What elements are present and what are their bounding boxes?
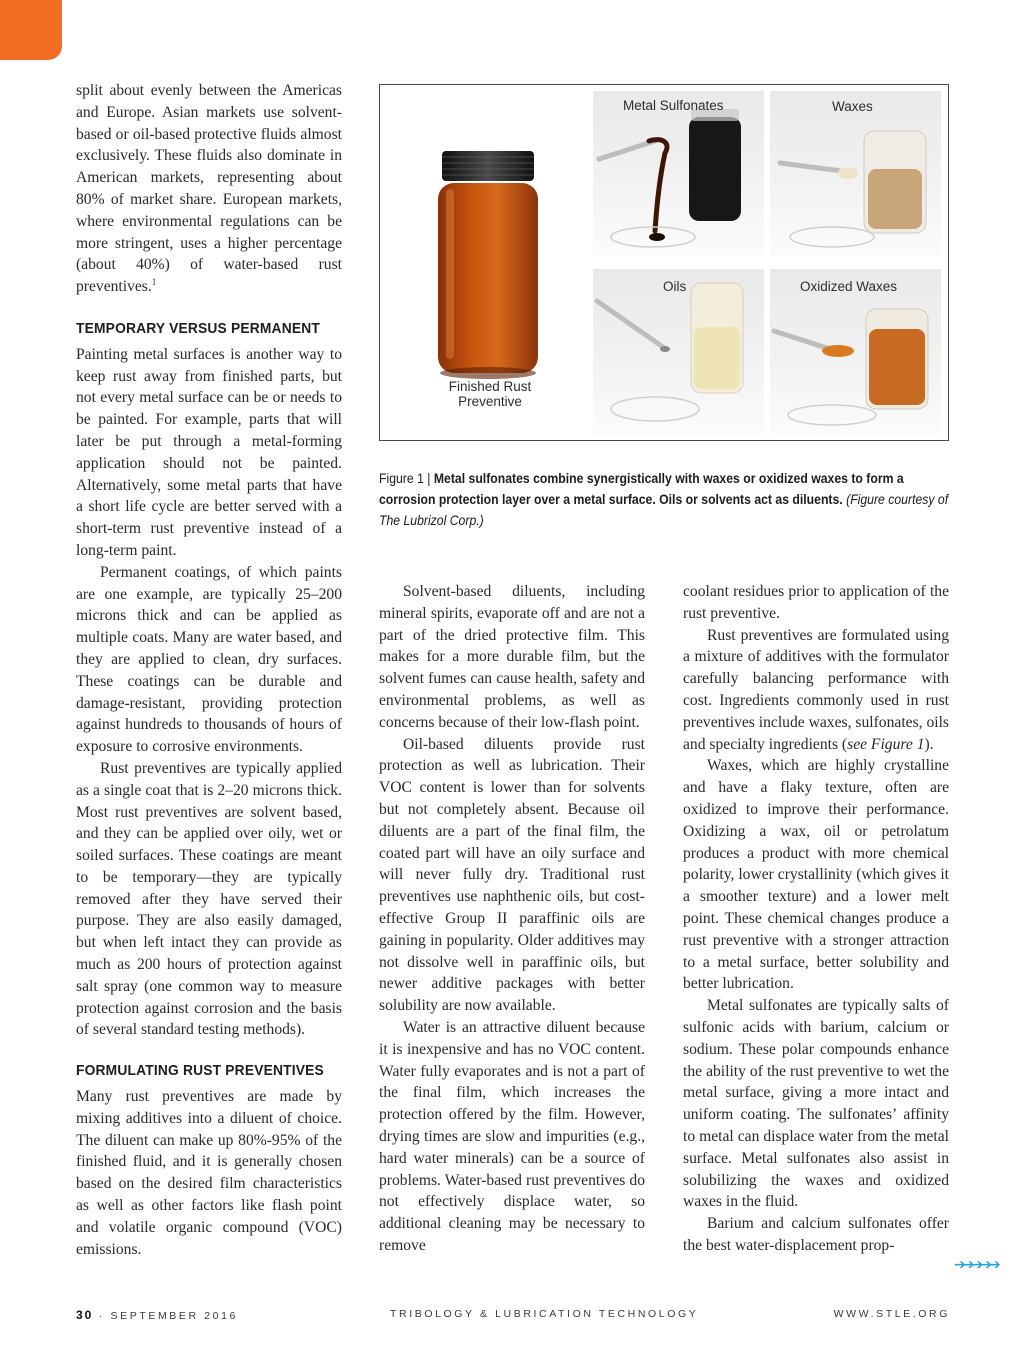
label-oxidized-waxes: Oxidized Waxes [800, 279, 898, 294]
paragraph: Rust preventives are typically applied as a single coat that is 2–20 microns thick. Most rust preventives are solvent based, and they can be applied over oily, wet or soiled surfaces. These coatings are meant to be temporary—they are typically removed after they have served their purpose. They are also easily damaged, but when left intact they can provide as much as 200 hours of protection against salt spray (one common way to measure protection against corrosion and the basis of several standard testing methods). [76, 759, 342, 1039]
paragraph: Metal sulfonates are typically salts of sulfonic acids with barium, calcium or sodium. These polar compounds enhance the ability of the rust preventive to wet the metal surface, giving a more intact and uniform coating. The sulfonates’ affinity to metal can displace water from the metal surface. Metal sulfonates also assist in solubilizing the waxes and oxidized waxes in the fluid. [683, 997, 949, 1211]
column-2 [379, 581, 645, 1257]
paragraph: coolant residues prior to application of the rust preventive. [683, 583, 949, 622]
caption-text: Metal sulfonates combine synergistically with waxes or oxidized waxes to form a corrosion protection layer over a metal surface. Oils or solvents act as diluents. [379, 471, 904, 507]
footnote-ref: 1 [151, 276, 157, 287]
panel-metal-sulfonates [593, 91, 764, 256]
paragraph: Painting metal surfaces is another way to keep rust away from finished parts, but not every metal surface can be or needs to be painted. For example, parts that will later be put through a metal-forming application should not be painted. Alternatively, some metal parts that have a short life cycle are better served with a short-term rust preventive instead of a long-term paint. [76, 345, 342, 559]
label-finished-rust-preventive: Finished Rust Preventive [448, 379, 532, 409]
column-3 [683, 581, 949, 1257]
section-heading: TEMPORARY VERSUS PERMANENT [76, 319, 321, 337]
waxes-illustration [770, 91, 941, 256]
paragraph: Waxes, which are highly crystalline and have a flaky texture, often are oxidized to improve their performance. Oxidizing a wax, oil or petrolatum produces a product with more chemical polarity, lower crystallinity (which gives it a smoother texture) and a lower melt point. These chemical changes produce a rust preventive with a stronger attraction to a metal surface, better solubility and better lubrication. [683, 757, 949, 993]
footer-page-info: 30 · SEPTEMBER 2016 [76, 1308, 238, 1322]
paragraph: Barium and calcium sulfonates offer the best water-displacement prop- [683, 1215, 949, 1254]
caption-credit: (Figure courtesy of The Lubrizol Corp.) [379, 492, 949, 528]
finished-rust-preventive-jar [432, 149, 544, 389]
paragraph: Oil-based diluents provide rust protection as well as lubrication. Their VOC content is lower than for solvents but not completely absent. Because oil diluents are a part of the final film, the coated part will have an oily surface and will never fully dry. Traditional rust preventives use naphthenic oils, but cost-effective Group II paraffinic oils are gaining in popularity. Older additives may not dissolve well in paraffinic oils, but newer additive packages with better solubility are now available. [379, 735, 645, 1015]
page-number: 30 [76, 1308, 94, 1322]
label-waxes: Waxes [832, 99, 873, 114]
label-oils: Oils [663, 279, 687, 294]
label-metal-sulfonates: Metal Sulfonates [623, 98, 724, 113]
panel-oxidized-waxes [770, 269, 941, 434]
paragraph: split about evenly between the Americas and Europe. Asian markets use solvent-based or oil-based protective fluids almost exclusively. These fluids also dominate in American markets, representing about 80% of market share. European markets, where environmental regulations can be more stringent, uses a higher percentage (about 40%) of water-based rust preventives.$^1$ [76, 82, 342, 296]
issue-date: SEPTEMBER 2016 [110, 1310, 238, 1322]
website-link[interactable]: WWW.STLE.ORG [833, 1308, 950, 1320]
continue-arrows-icon: ➔➔➔➔➔ [954, 1257, 998, 1273]
column-1 [76, 80, 342, 1260]
paragraph: Rust preventives are formulated using a mixture of additives with the formulator carefully balancing performance with cost. Ingredients commonly used in rust preventives include waxes, sulfonates, oils and specialty ingredients (see Figure 1). [683, 626, 949, 753]
section-heading: FORMULATING RUST PREVENTIVES [76, 1062, 324, 1080]
paragraph: Many rust preventives are made by mixing additives into a diluent of choice. The diluent can make up 80%-95% of the finished fluid, and it is generally chosen based on the desired film characteristics as well as other factors like flash point and volatile organic compound (VOC) emissions. [76, 1088, 342, 1258]
publication-name: TRIBOLOGY & LUBRICATION TECHNOLOGY [390, 1308, 699, 1320]
figure-1 [379, 84, 949, 441]
figure-reference: see Figure 1 [847, 735, 925, 753]
panel-oils [593, 269, 764, 434]
paragraph: Permanent coatings, of which paints are one example, are typically 25–200 microns thick and can be applied as multiple coats. Many are water based, and they are applied to clean, dry surfaces. These coatings can be durable and damage-resistant, providing protection against hundreds to thousands of hours of exposure to corrosive environments. [76, 563, 342, 756]
metal-sulfonates-illustration [593, 91, 764, 256]
panel-waxes [770, 91, 941, 256]
paragraph: Solvent-based diluents, including mineral spirits, evaporate off and are not a part of the dried protective film. This makes for a more durable film, but the solvent fumes can cause health, safety and environmental problems, as well as concerns because of their low-flash point. [379, 583, 645, 731]
figure-caption: Figure 1 | Metal sulfonates combine synergistically with waxes or oxidized waxes to form a corrosion protection layer over a metal surface. Oils or solvents act as diluents. (Figure courtesy of The Lubrizol Corp.) [379, 471, 949, 528]
section-tab [0, 0, 62, 60]
paragraph: Water is an attractive diluent because it is inexpensive and has no VOC content. Water fully evaporates and is not a part of the final film, which increases the protection offered by the film. However, drying times are slow and impurities (e.g., hard water minerals) can be a source of problems. Water-based rust preventives do not effectively displace water, so additional cleaning may be necessary to remove [379, 1018, 645, 1254]
